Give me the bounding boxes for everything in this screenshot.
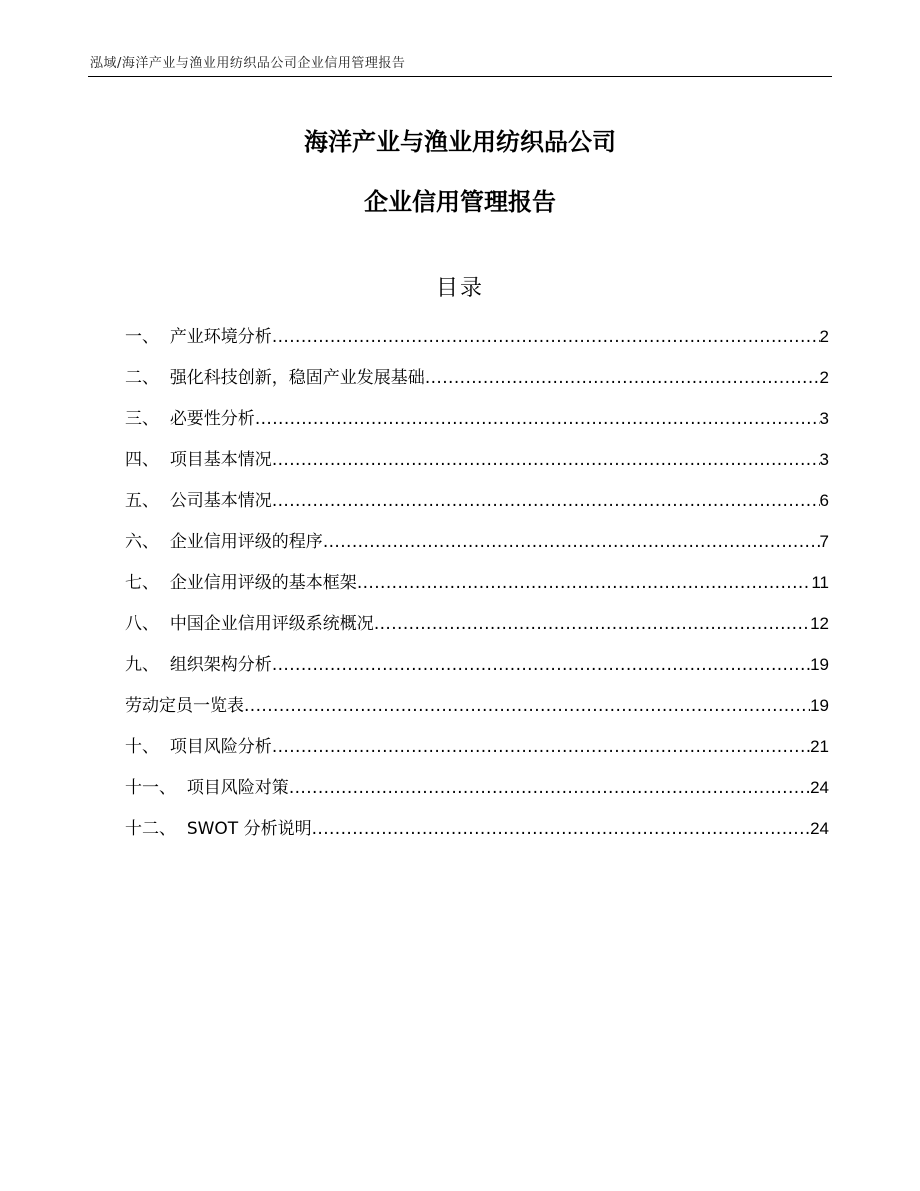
toc-entry[interactable] [125,775,829,816]
toc-entry-title: 劳动定员一览表 [125,696,244,716]
toc-entry-title: 公司基本情况 [169,491,272,511]
toc-entry-page: 24 [810,819,829,838]
toc-entry-title: 产业环境分析 [169,327,272,347]
toc-entry[interactable] [125,611,829,652]
toc-entry-number: 五、 [125,491,170,511]
toc-entry-title: 项目风险对策 [186,778,289,798]
toc-entry-page: 19 [810,655,829,674]
toc-dot-leader [357,570,812,596]
toc-entry-title: 企业信用评级的基本框架 [169,573,357,593]
toc-entry[interactable] [125,324,829,365]
toc-entry-number: 十二、 [125,819,187,839]
toc-entry-title: SWOT 分析说明 [186,819,312,839]
toc-entry-number: 九、 [125,655,170,675]
toc-entry[interactable] [125,529,829,570]
toc-entry-page: 12 [810,614,829,633]
toc-dot-leader [425,365,820,391]
toc-heading: 目录 [435,276,484,301]
toc-dot-leader [374,611,810,637]
running-header: 泓域/海洋产业与渔业用纺织品公司企业信用管理报告 [90,56,406,71]
toc-entry[interactable] [125,365,829,406]
toc-entry-number: 七、 [125,573,170,593]
toc-dot-leader [272,734,810,760]
toc-dot-leader [272,324,820,350]
toc-entry-page: 11 [811,573,829,592]
toc-dot-leader [289,775,810,801]
toc-entry[interactable] [125,570,829,611]
toc-entry-title: 企业信用评级的程序 [169,532,323,552]
toc-entry-page: 3 [819,450,829,469]
toc-entry-title: 中国企业信用评级系统概况 [169,614,374,634]
toc-entry-number: 三、 [125,409,170,429]
toc-entry-number: 八、 [125,614,170,634]
toc-entry[interactable] [125,816,829,857]
toc-entry[interactable] [125,652,829,693]
toc-entry-number: 二、 [125,368,170,388]
toc-entry[interactable] [125,693,829,734]
toc-entry-page: 3 [819,409,829,428]
toc-entry-number: 六、 [125,532,170,552]
toc-entry-title: 项目基本情况 [169,450,272,470]
toc-entry[interactable] [125,406,829,447]
toc-entry-page: 6 [819,491,829,510]
toc-entry[interactable] [125,488,829,529]
toc-dot-leader [312,816,810,842]
header-rule [88,76,832,77]
toc-dot-leader [255,406,820,432]
toc-dot-leader [272,447,820,473]
document-title-line-1: 海洋产业与渔业用纺织品公司 [304,128,616,156]
toc-entry-title: 组织架构分析 [169,655,272,675]
toc-dot-leader [272,652,810,678]
toc-entry-page: 21 [810,737,829,756]
document-title-line-2: 企业信用管理报告 [364,188,556,216]
toc-entry[interactable] [125,734,829,775]
toc-entry-title: 必要性分析 [169,409,255,429]
toc-entry-number: 十、 [125,737,170,757]
toc-entry-page: 24 [810,778,829,797]
toc-entry-title: 项目风险分析 [169,737,272,757]
toc-entry-page: 2 [819,368,829,387]
toc-dot-leader [323,529,820,555]
toc-entry[interactable] [125,447,829,488]
toc-dot-leader [272,488,820,514]
toc-entry-page: 7 [819,532,829,551]
toc-dot-leader [244,693,810,719]
toc-entry-number: 十一、 [125,778,187,798]
toc-entry-page: 19 [810,696,829,715]
table-of-contents [125,324,829,857]
toc-entry-number: 一、 [125,327,170,347]
toc-entry-page: 2 [819,327,829,346]
toc-entry-number: 四、 [125,450,170,470]
toc-entry-title: 强化科技创新，稳固产业发展基础 [169,368,425,388]
